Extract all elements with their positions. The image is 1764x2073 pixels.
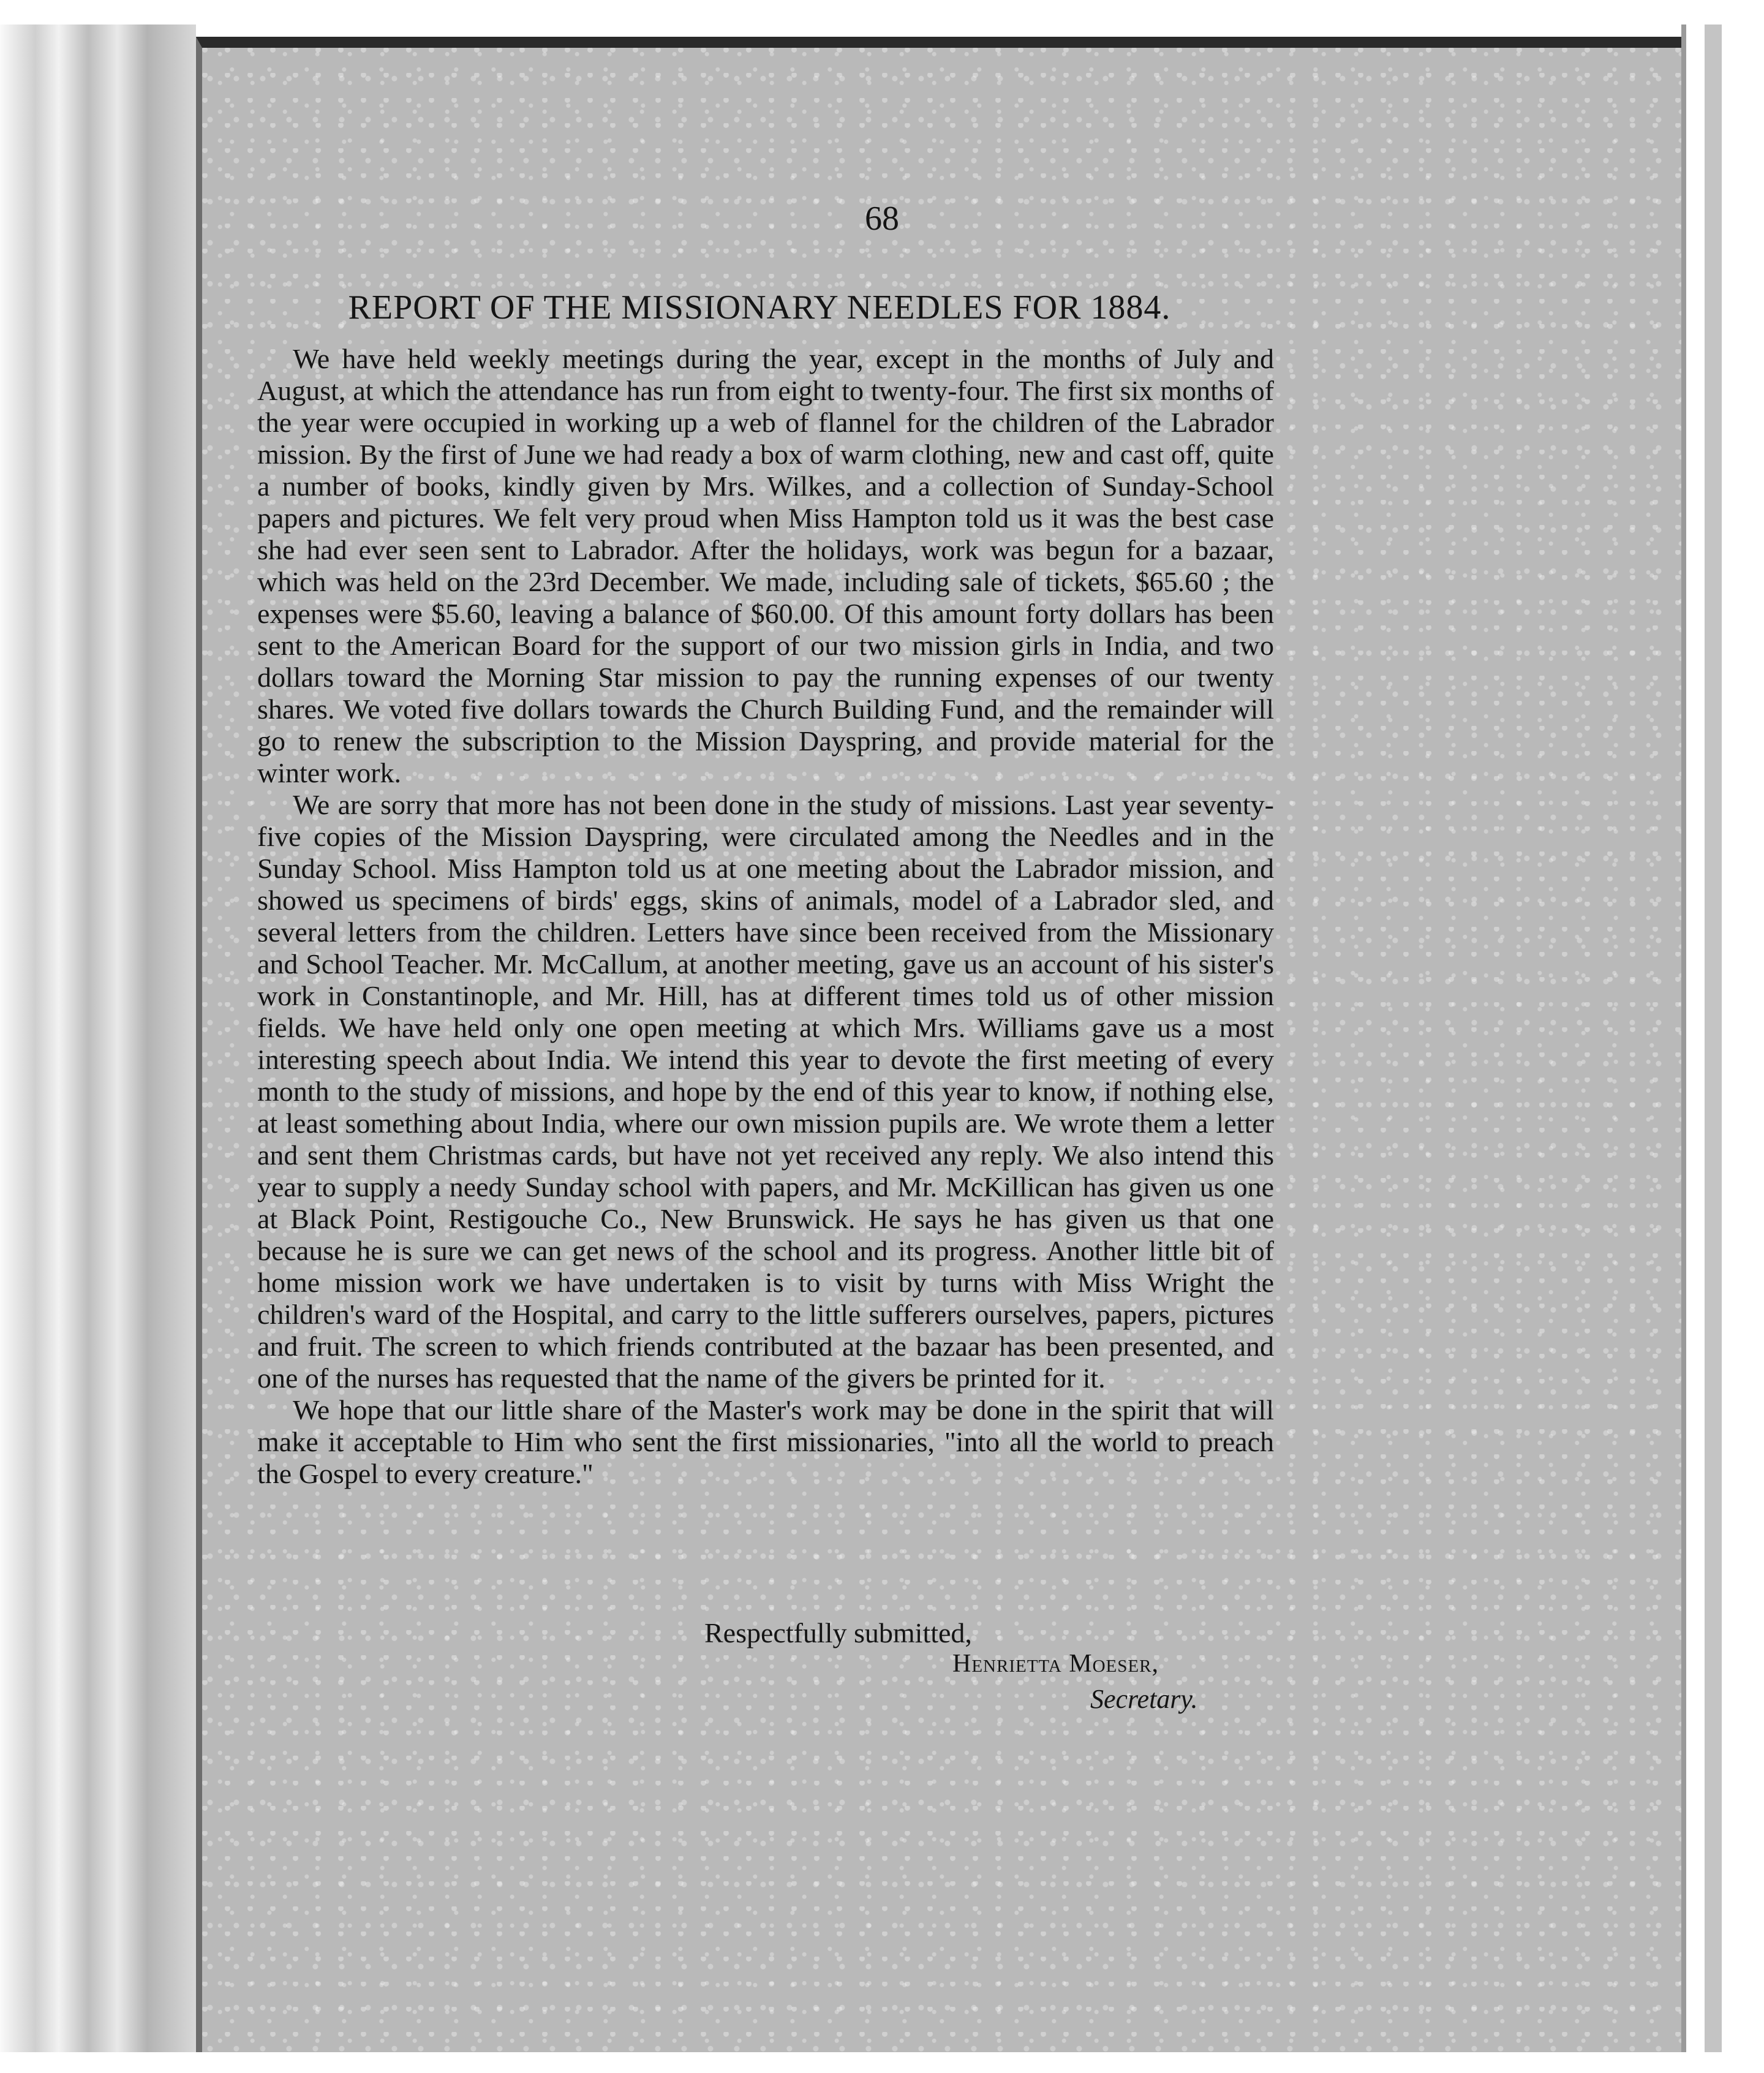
book-page-edges: [0, 25, 196, 2052]
signer-title: Secretary.: [1090, 1684, 1198, 1714]
page-edge-shadow: [1705, 25, 1722, 2052]
signer-name: Henrietta Moeser,: [952, 1650, 1159, 1678]
page-number: 68: [865, 200, 899, 238]
paragraph-closing-hope: We hope that our little share of the Master's work may be done in the spirit that will make it acceptable to Him who sent the first missionaries, "into all the world to preach the Gospel to every creature.": [257, 1394, 1274, 1489]
report-body: [257, 343, 1274, 1490]
report-title: REPORT OF THE MISSIONARY NEEDLES FOR 1884.: [348, 289, 1171, 327]
paragraph-activities: We have held weekly meetings during the year, except in the months of July and August, at which the attendance has run from eight to twenty-four. The first six months of the year were occupied in working up a web of flannel for the children of the Labrador mission. By the first of June we had ready a box of warm clothing, new and cast off, quite a number of books, kindly given by Mrs. Wilkes, and a collection of Sunday-School papers and pictures. We felt very proud when Miss Hampton told us it was the best case she had ever seen sent to Labrador. After the holidays, work was begun for a bazaar, which was held on the 23rd December. We made, including sale of tickets, $65.60 ; the expenses were $5.60, leaving a balance of $60.00. Of this amount forty dollars has been sent to the American Board for the support of our two mission girls in India, and two dollars toward the Morning Star mission to pay the running expenses of our twenty shares. We voted five dollars towards the Church Building Fund, and the remainder will go to renew the subscription to the Mission Dayspring, and provide material for the winter work.: [257, 343, 1274, 788]
paragraph-missions-study: We are sorry that more has not been done in the study of missions. Last year seventy-five copies of the Mission Dayspring, were circulated among the Needles and in the Sunday School. Miss Hampton told us at one meeting about the Labrador mission, and showed us specimens of birds' eggs, skins of animals, model of a Labrador sled, and several letters from the children. Letters have since been received from the Missionary and School Teacher. Mr. McCallum, at another meeting, gave us an account of his sister's work in Constantinople, and Mr. Hill, has at different times told us of other mission fields. We have held only one open meeting at which Mrs. Williams gave us a most interesting speech about India. We intend this year to devote the first meeting of every month to the study of missions, and hope by the end of this year to know, if nothing else, at least something about India, where our own mission pupils are. We wrote them a letter and sent them Christmas cards, but have not yet received any reply. We also intend this year to supply a needy Sunday school with papers, and Mr. McKillican has given us one at Black Point, Restigouche Co., New Brunswick. He says he has given us that one because he is sure we can get news of the school and its progress. Another little bit of home mission work we have undertaken is to visit by turns with Miss Wright the children's ward of the Hospital, and carry to the little sufferers ourselves, papers, pictures and fruit. The screen to which friends contributed at the bazaar has been presented, and one of the nurses has requested that the name of the givers be printed for it.: [257, 789, 1274, 1394]
sign-off: Respectfully submitted,: [704, 1617, 972, 1648]
adjacent-page-edge: [1681, 25, 1764, 2052]
